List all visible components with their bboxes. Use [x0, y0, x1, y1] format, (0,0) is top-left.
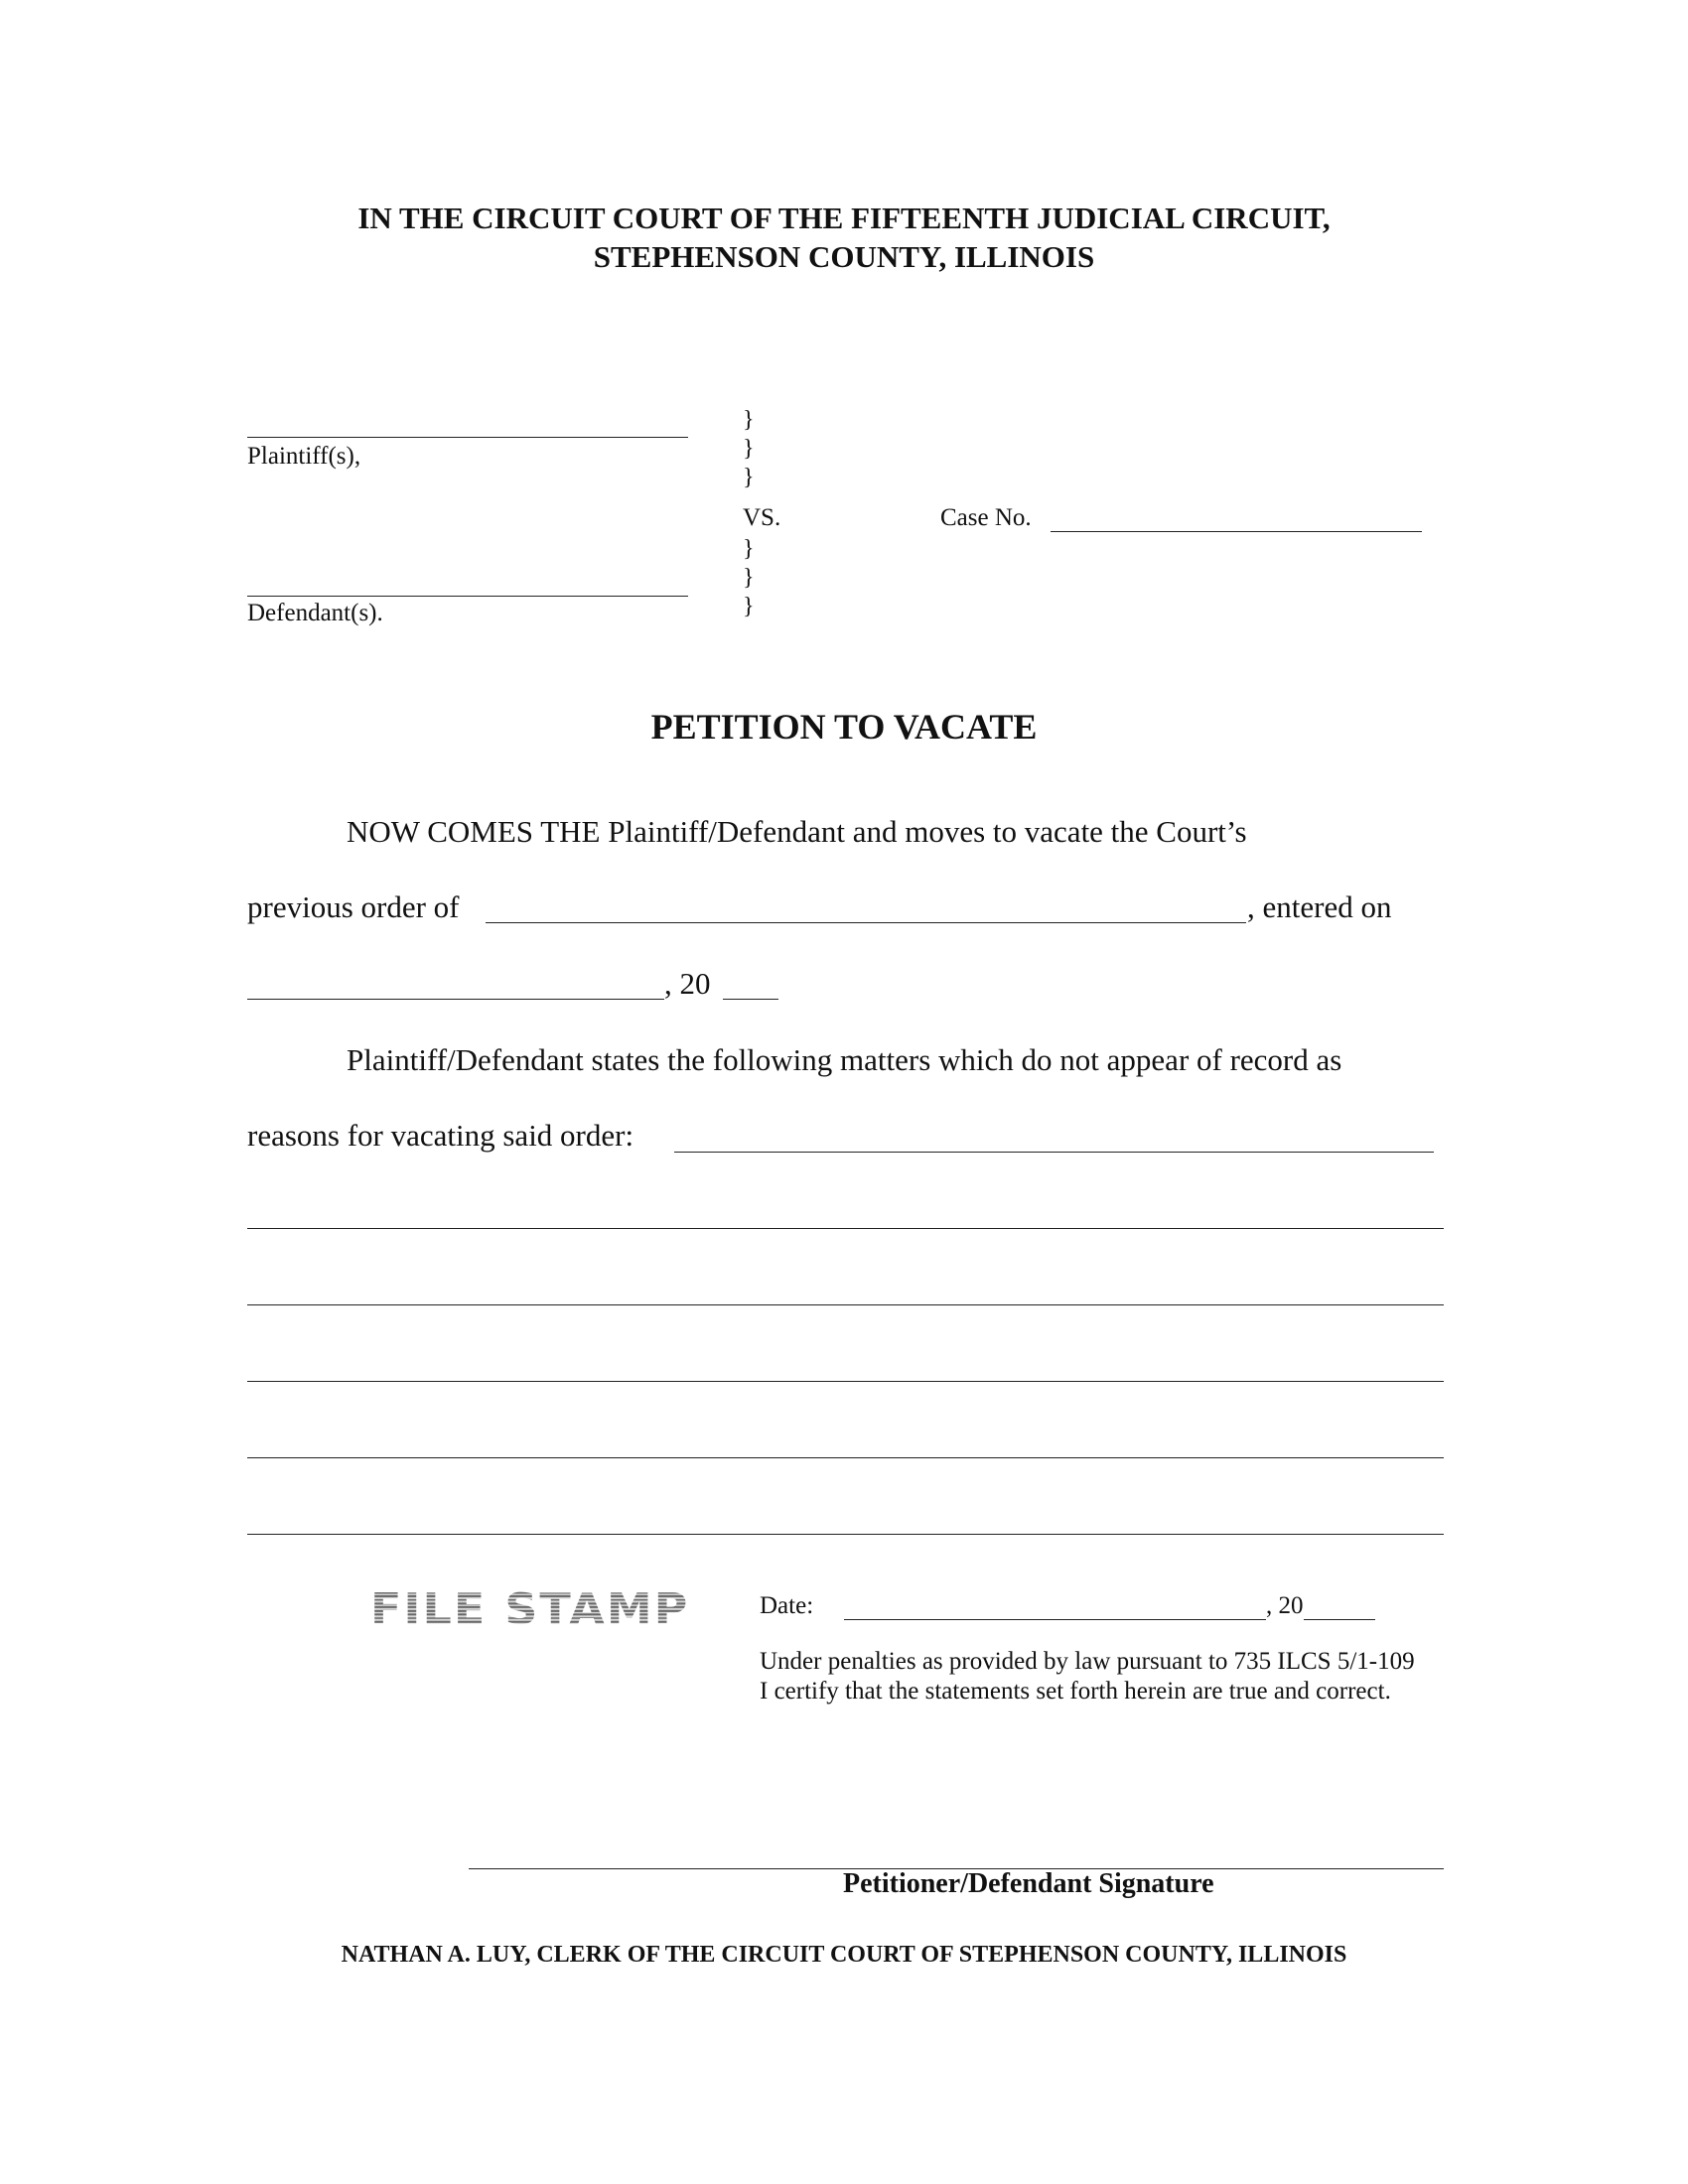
reasons-line[interactable] [247, 1381, 1444, 1382]
plaintiff-label: Plaintiff(s), [247, 443, 361, 470]
caption-brace: } [743, 594, 755, 619]
defendant-label: Defendant(s). [247, 600, 383, 626]
file-stamp: FILE STAMP [370, 1584, 690, 1634]
reasons-label: reasons for vacating said order: [247, 1118, 634, 1153]
date-label: Date: [760, 1592, 814, 1619]
court-heading-line1: IN THE CIRCUIT COURT OF THE FIFTEENTH JUDICIAL CIRCUIT, [357, 201, 1331, 235]
case-no-line[interactable] [1051, 531, 1422, 532]
reasons-line[interactable] [247, 1304, 1444, 1305]
reasons-line[interactable] [247, 1534, 1444, 1535]
plaintiff-name-line[interactable] [247, 437, 688, 438]
defendant-name-line[interactable] [247, 596, 688, 597]
caption-brace: } [743, 536, 755, 562]
vs-label: VS. [743, 504, 781, 531]
court-heading-line2: STEPHENSON COUNTY, ILLINOIS [593, 239, 1095, 274]
signature-label: Petitioner/Defendant Signature [843, 1868, 1214, 1899]
caption-brace: } [743, 565, 755, 591]
caption-brace: } [743, 407, 755, 433]
entered-year-line[interactable] [723, 999, 778, 1000]
paragraph2-line1: Plaintiff/Defendant states the following matters which do not appear of record as [347, 1042, 1342, 1077]
reasons-line[interactable] [674, 1152, 1434, 1153]
caption-brace: } [743, 436, 755, 462]
caption-brace: } [743, 465, 755, 490]
entered-on-label: , entered on [1247, 889, 1392, 924]
certify-line2: I certify that the statements set forth herein are true and correct. [760, 1678, 1391, 1705]
year-prefix: , 20 [664, 966, 711, 1001]
reasons-line[interactable] [247, 1228, 1444, 1229]
paragraph1-line1: NOW COMES THE Plaintiff/Defendant and moves to vacate the Court’s [347, 814, 1247, 849]
case-no-label: Case No. [940, 504, 1032, 531]
certify-line1: Under penalties as provided by law pursuant to 735 ILCS 5/1-109 [760, 1648, 1415, 1675]
date-year-prefix: , 20 [1266, 1592, 1304, 1619]
entered-date-line[interactable] [247, 999, 664, 1000]
previous-order-label: previous order of [247, 889, 460, 924]
reasons-line[interactable] [247, 1457, 1444, 1458]
date-line[interactable] [844, 1619, 1266, 1620]
document-title: PETITION TO VACATE [650, 707, 1038, 747]
date-year-line[interactable] [1304, 1619, 1375, 1620]
previous-order-line[interactable] [486, 922, 1246, 923]
clerk-footer: NATHAN A. LUY, CLERK OF THE CIRCUIT COURT OF STEPHENSON COUNTY, ILLINOIS [341, 1942, 1347, 1968]
